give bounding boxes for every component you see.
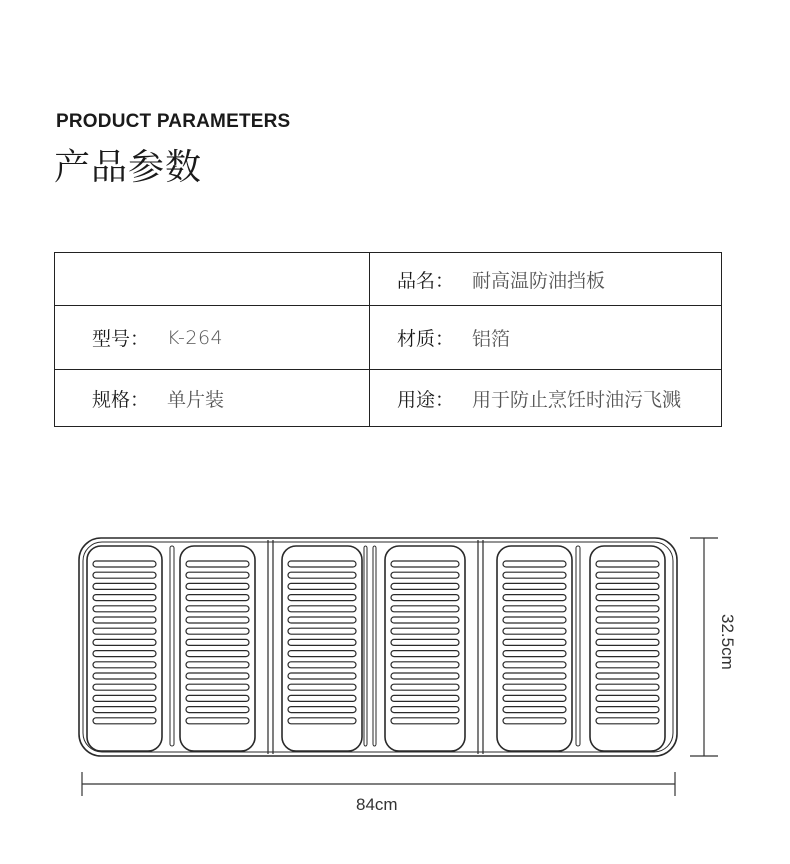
param-colon: ：: [130, 388, 150, 411]
rib-slot: [288, 583, 356, 589]
groove: [170, 546, 174, 746]
rib-slot: [391, 695, 459, 701]
rib-slot: [391, 617, 459, 623]
param-label: 用途: [397, 388, 436, 411]
rib-slot: [93, 695, 156, 701]
rib-slot: [503, 572, 566, 578]
groove: [373, 546, 376, 746]
param-label: 品名: [397, 269, 436, 292]
rib-slot: [186, 639, 249, 645]
param-value: 铝箔: [472, 328, 511, 350]
rib-slot: [288, 695, 356, 701]
rib-slot: [288, 718, 356, 724]
rib-slot: [186, 583, 249, 589]
rib-slot: [596, 561, 659, 567]
rib-slot: [503, 606, 566, 612]
rib-slot: [288, 617, 356, 623]
rib-panel: [385, 546, 465, 751]
param-colon: ：: [435, 328, 455, 350]
rib-slot: [596, 718, 659, 724]
param-label: 材质: [397, 328, 436, 350]
rib-slot: [186, 628, 249, 634]
rib-slot: [391, 572, 459, 578]
rib-slot: [93, 662, 156, 668]
groove: [364, 546, 367, 746]
param-value: 耐高温防油挡板: [472, 269, 606, 292]
rib-slot: [596, 707, 659, 713]
rib-slot: [391, 628, 459, 634]
rib-slot: [503, 651, 566, 657]
rib-slot: [503, 628, 566, 634]
rib-slot: [93, 651, 156, 657]
rib-slot: [596, 695, 659, 701]
param-colon: ：: [130, 328, 150, 350]
rib-slot: [596, 639, 659, 645]
rib-slot: [288, 707, 356, 713]
rib-slot: [288, 606, 356, 612]
title-chinese: 产品参数: [54, 147, 203, 188]
rib-panel: [590, 546, 665, 751]
rib-slot: [93, 572, 156, 578]
rib-slot: [596, 617, 659, 623]
rib-slot: [93, 639, 156, 645]
rib-slot: [503, 595, 566, 601]
title-english: PRODUCT PARAMETERS: [56, 111, 291, 132]
rib-slot: [288, 673, 356, 679]
inner-frame: [83, 542, 673, 752]
rib-panel: [282, 546, 362, 751]
rib-slot: [391, 684, 459, 690]
rib-slot: [93, 583, 156, 589]
rib-slot: [93, 606, 156, 612]
rib-slot: [503, 662, 566, 668]
rib-slot: [596, 583, 659, 589]
rib-slot: [93, 561, 156, 567]
rib-slot: [596, 572, 659, 578]
rib-slot: [391, 583, 459, 589]
height-label: 32.5cm: [718, 614, 737, 670]
rib-slot: [288, 628, 356, 634]
rib-slot: [93, 595, 156, 601]
rib-slot: [391, 718, 459, 724]
rib-slot: [186, 684, 249, 690]
rib-slot: [391, 651, 459, 657]
splash-guard-drawing: [79, 538, 677, 756]
outer-frame: [79, 538, 677, 756]
rib-slot: [93, 707, 156, 713]
rib-slot: [596, 628, 659, 634]
rib-slot: [288, 639, 356, 645]
groove: [576, 546, 580, 746]
param-colon: ：: [435, 388, 455, 411]
param-value: 单片装: [167, 388, 225, 411]
rib-slot: [288, 561, 356, 567]
rib-slot: [93, 673, 156, 679]
rib-slot: [391, 561, 459, 567]
rib-slot: [288, 572, 356, 578]
rib-slot: [288, 662, 356, 668]
rib-slot: [596, 595, 659, 601]
rib-slot: [186, 561, 249, 567]
rib-slot: [93, 628, 156, 634]
rib-panel: [180, 546, 255, 751]
dimension-lines: [82, 538, 718, 796]
rib-panel: [497, 546, 572, 751]
rib-slot: [186, 695, 249, 701]
rib-slot: [288, 595, 356, 601]
rib-slot: [391, 639, 459, 645]
rib-slot: [186, 673, 249, 679]
rib-slot: [186, 662, 249, 668]
rib-slot: [503, 617, 566, 623]
rib-slot: [186, 707, 249, 713]
rib-slot: [391, 662, 459, 668]
rib-slot: [391, 707, 459, 713]
rib-slot: [186, 651, 249, 657]
rib-slot: [503, 718, 566, 724]
rib-slot: [93, 617, 156, 623]
param-label: 规格: [92, 388, 131, 411]
rib-slot: [186, 572, 249, 578]
rib-panel: [87, 546, 162, 751]
param-value: 用于防止烹饪时油污飞溅: [472, 388, 682, 411]
rib-slot: [596, 662, 659, 668]
param-colon: ：: [435, 269, 455, 292]
rib-slot: [503, 695, 566, 701]
width-label: 84cm: [356, 795, 398, 814]
rib-slot: [503, 583, 566, 589]
rib-slot: [186, 718, 249, 724]
rib-slot: [503, 639, 566, 645]
rib-slot: [93, 718, 156, 724]
rib-slot: [596, 684, 659, 690]
rib-slot: [503, 684, 566, 690]
rib-slot: [503, 561, 566, 567]
rib-slot: [391, 595, 459, 601]
rib-slot: [391, 606, 459, 612]
rib-slot: [391, 673, 459, 679]
rib-slot: [186, 617, 249, 623]
rib-slot: [596, 606, 659, 612]
rib-slot: [186, 606, 249, 612]
rib-slot: [503, 673, 566, 679]
rib-slot: [186, 595, 249, 601]
rib-slot: [596, 651, 659, 657]
rib-slot: [288, 684, 356, 690]
param-label: 型号: [92, 328, 131, 350]
param-value: K-264: [167, 326, 224, 349]
rib-slot: [503, 707, 566, 713]
rib-slot: [596, 673, 659, 679]
rib-slot: [93, 684, 156, 690]
rib-slot: [288, 651, 356, 657]
